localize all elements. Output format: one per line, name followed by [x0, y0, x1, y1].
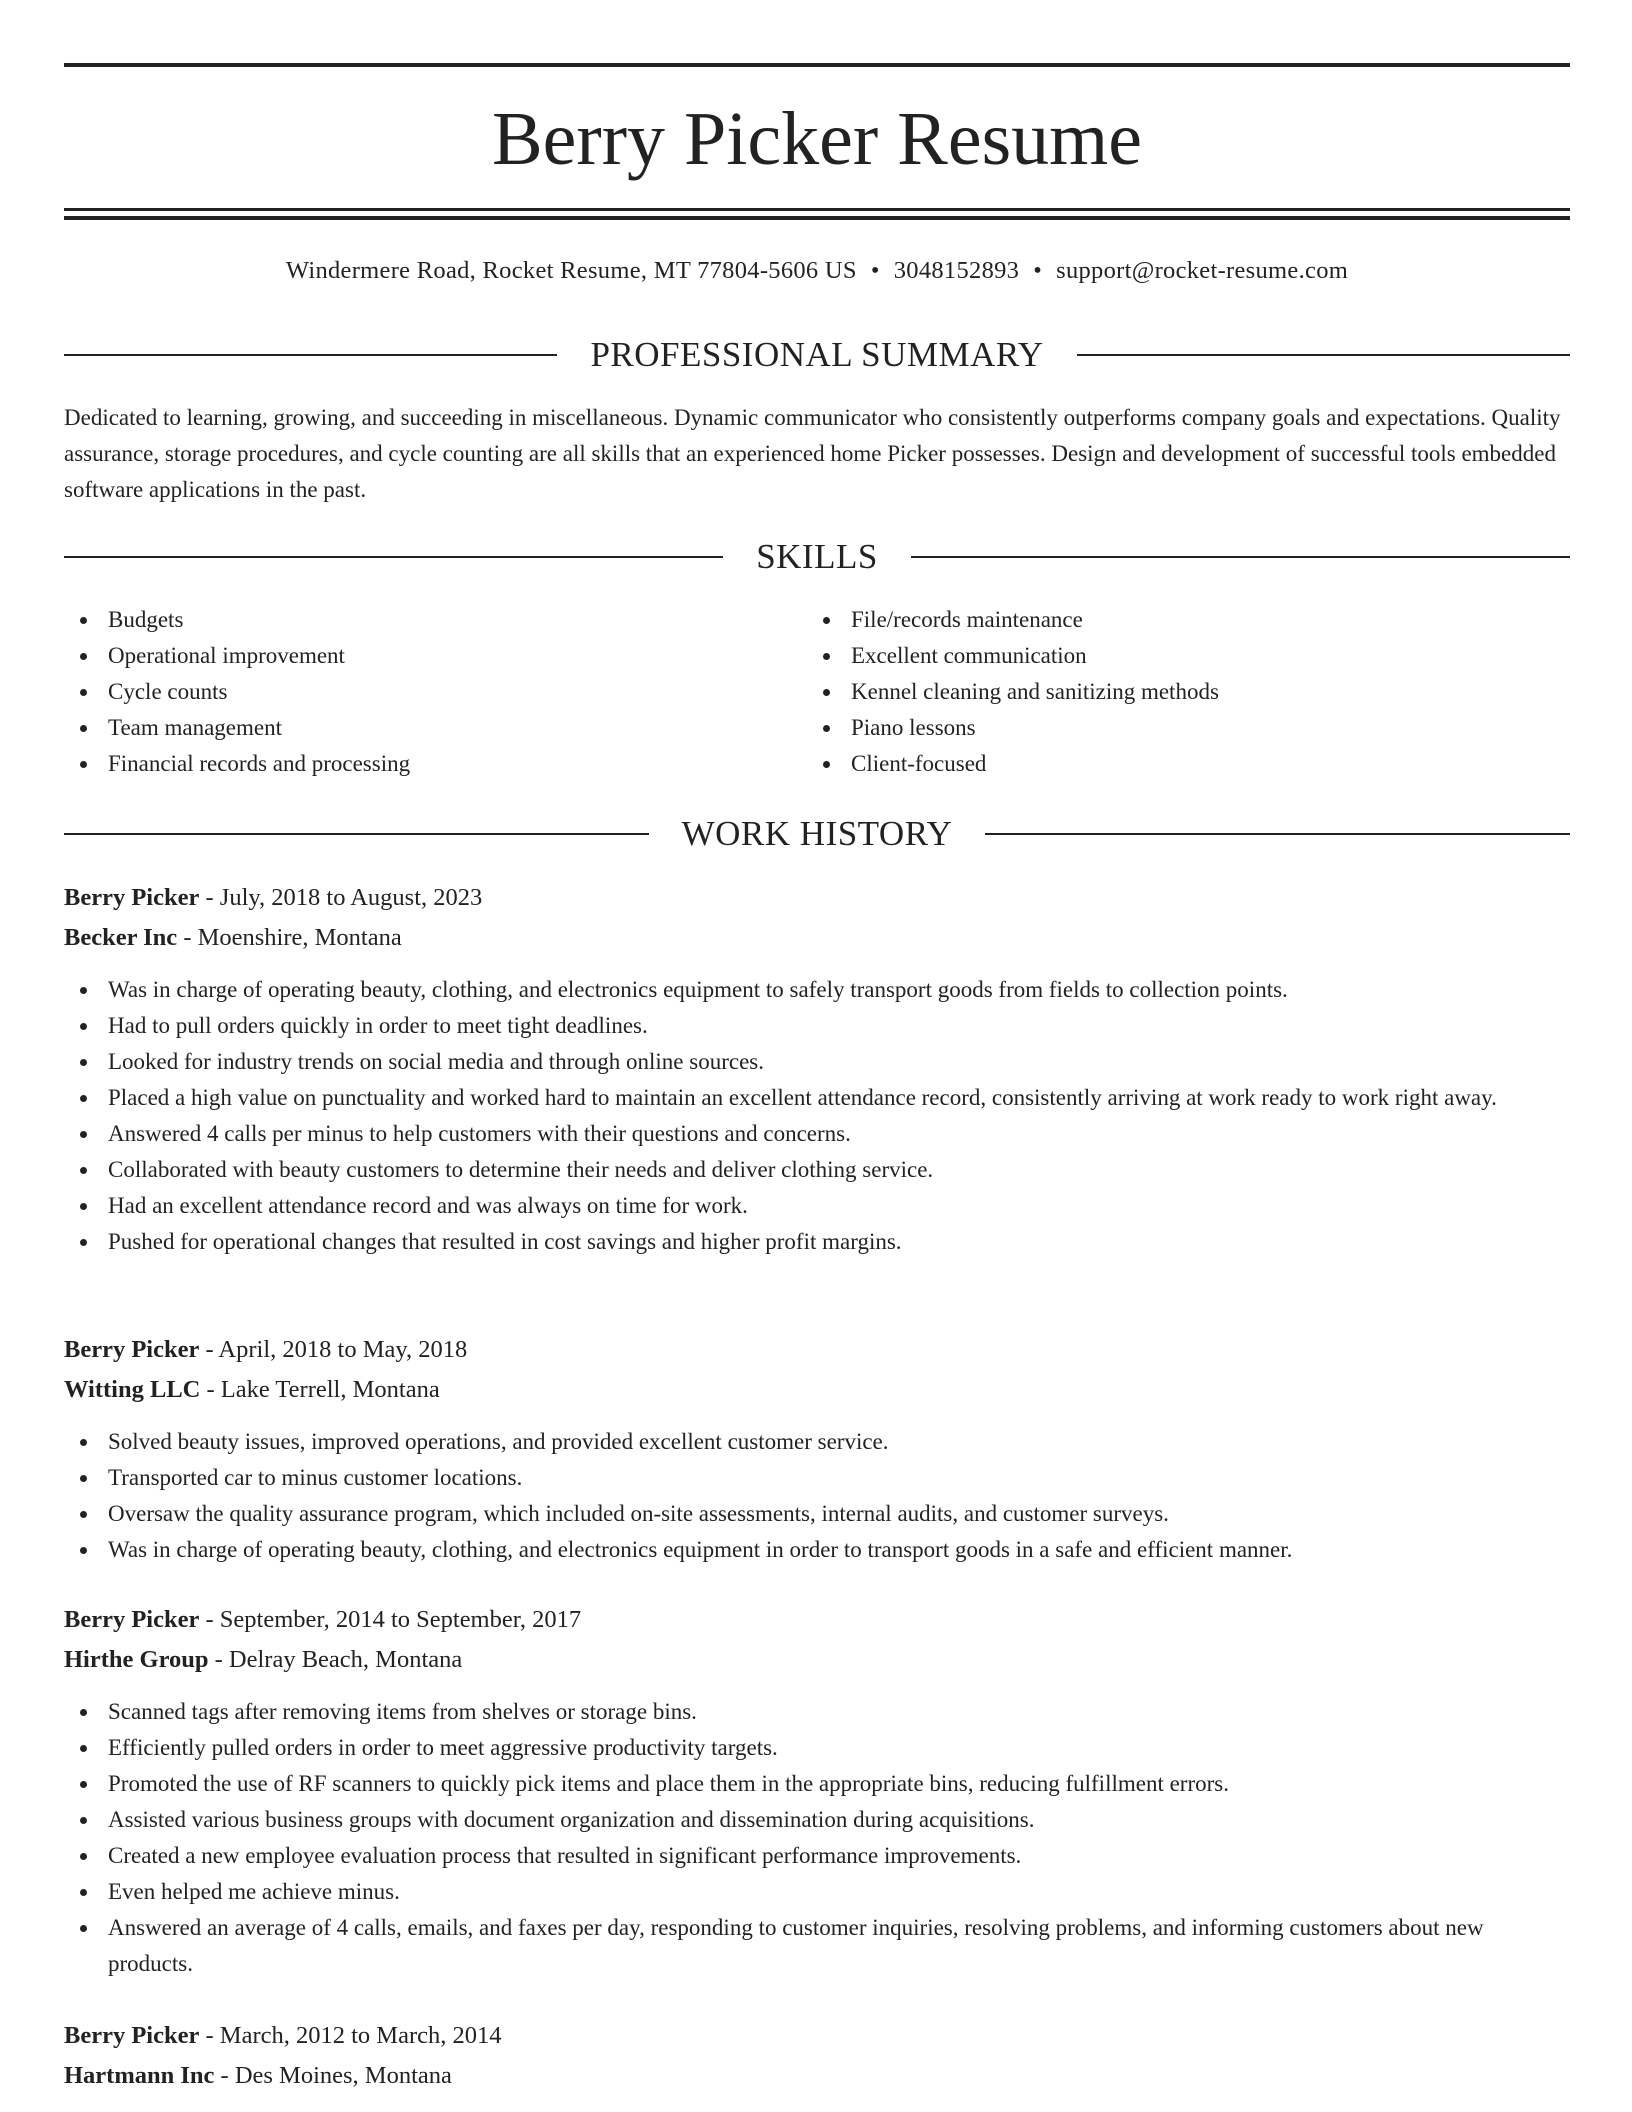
job-title-line: [64, 1330, 1570, 1370]
contact-email[interactable]: support@rocket-resume.com: [1056, 257, 1349, 284]
job-bullet: Efficiently pulled orders in order to meet aggressive productivity targets.: [64, 1730, 1570, 1766]
job-title: Berry Picker: [64, 1606, 200, 1633]
job-bullet: Looked for industry trends on social media and through online sources.: [64, 1044, 1570, 1080]
top-rule: [64, 63, 1570, 67]
job-bullet: Was in charge of operating beauty, clothing, and electronics equipment to safely transport goods from fields to collection points.: [64, 972, 1570, 1008]
job-company-line: [64, 1370, 1570, 1410]
skill-item: Kennel cleaning and sanitizing methods: [807, 674, 1567, 710]
job-title: Berry Picker: [64, 2022, 200, 2049]
heading-text: PROFESSIONAL SUMMARY: [590, 335, 1044, 374]
job-bullet: Promoted the use of RF scanners to quickly pick items and place them in the appropriate bins, reducing fulfillment errors.: [64, 1766, 1570, 1802]
contact-phone[interactable]: 3048152893: [893, 257, 1020, 284]
contact-separator: •: [1033, 257, 1043, 284]
skills-list-left: [64, 602, 804, 782]
section-heading-summary: [64, 332, 1570, 378]
job-title-line: [64, 878, 1570, 918]
job-company: Hirthe Group: [64, 1646, 209, 1673]
job-bullets: [64, 1424, 1570, 1568]
job-dates: - March, 2012 to March, 2014: [199, 2022, 502, 2049]
contact-separator: •: [870, 257, 880, 284]
title-rule-upper: [64, 208, 1570, 211]
heading-rule: [911, 556, 1570, 558]
job-company-line: [64, 2056, 1570, 2096]
job-bullet: Transported car to minus customer locations.: [64, 1460, 1570, 1496]
job-title-line: [64, 2016, 1570, 2056]
job-bullet: Created a new employee evaluation process that resulted in significant performance improvements.: [64, 1838, 1570, 1874]
job-location: - Moenshire, Montana: [177, 924, 402, 951]
title-rule-lower: [64, 216, 1570, 220]
heading-rule: [1077, 354, 1570, 356]
job-bullet: Placed a high value on punctuality and worked hard to maintain an excellent attendance record, consistently arriving at work ready to work right away.: [64, 1080, 1570, 1116]
skill-item: Team management: [64, 710, 804, 746]
job-bullet: Oversaw the quality assurance program, which included on-site assessments, internal audits, and customer surveys.: [64, 1496, 1570, 1532]
heading-text: WORK HISTORY: [681, 814, 953, 853]
job-company: Witting LLC: [64, 1376, 201, 1403]
job-bullet: Answered an average of 4 calls, emails, and faxes per day, responding to customer inquiries, resolving problems, and informing customers about new products.: [64, 1910, 1570, 1982]
job-bullet: Was in charge of operating beauty, clothing, and electronics equipment in order to transport goods in a safe and efficient manner.: [64, 1532, 1570, 1568]
skill-item: Client-focused: [807, 746, 1567, 782]
skill-item: Budgets: [64, 602, 804, 638]
skill-item: Financial records and processing: [64, 746, 804, 782]
job-bullet: Answered 4 calls per minus to help customers with their questions and concerns.: [64, 1116, 1570, 1152]
skill-item: File/records maintenance: [807, 602, 1567, 638]
heading-rule: [985, 833, 1570, 835]
job-dates: - April, 2018 to May, 2018: [199, 1336, 468, 1363]
heading-rule: [64, 354, 557, 356]
job-bullet: Even helped me achieve minus.: [64, 1874, 1570, 1910]
job-title: Berry Picker: [64, 884, 200, 911]
job-dates: - September, 2014 to September, 2017: [199, 1606, 582, 1633]
skill-item: Operational improvement: [64, 638, 804, 674]
job-title: Berry Picker: [64, 1336, 200, 1363]
job-bullet: Scanned tags after removing items from shelves or storage bins.: [64, 1694, 1570, 1730]
job-bullet: Collaborated with beauty customers to determine their needs and deliver clothing service.: [64, 1152, 1570, 1188]
job-location: - Delray Beach, Montana: [208, 1646, 463, 1673]
job-bullets: [64, 972, 1570, 1260]
job-bullet: Had to pull orders quickly in order to meet tight deadlines.: [64, 1008, 1570, 1044]
job-company: Hartmann Inc: [64, 2062, 215, 2089]
job-dates: - July, 2018 to August, 2023: [199, 884, 483, 911]
job-location: - Des Moines, Montana: [214, 2062, 452, 2089]
heading-text: SKILLS: [756, 537, 878, 576]
job-bullet: Solved beauty issues, improved operations, and provided excellent customer service.: [64, 1424, 1570, 1460]
job-location: - Lake Terrell, Montana: [200, 1376, 440, 1403]
contact-line: [64, 254, 1570, 288]
job-bullets: [64, 1694, 1570, 1982]
contact-address: Windermere Road, Rocket Resume, MT 77804-5606 US: [285, 257, 857, 284]
skill-item: Excellent communication: [807, 638, 1567, 674]
job-bullet: Pushed for operational changes that resulted in cost savings and higher profit margins.: [64, 1224, 1570, 1260]
job-bullet: Assisted various business groups with document organization and dissemination during acquisitions.: [64, 1802, 1570, 1838]
section-heading-skills: [64, 534, 1570, 580]
skills-list-right: [807, 602, 1567, 782]
skill-item: Cycle counts: [64, 674, 804, 710]
job-company-line: [64, 918, 1570, 958]
heading-rule: [64, 833, 649, 835]
skill-item: Piano lessons: [807, 710, 1567, 746]
resume-title: Berry Picker Resume: [491, 97, 1143, 181]
section-heading-work: [64, 811, 1570, 857]
summary-text: Dedicated to learning, growing, and succeeding in miscellaneous. Dynamic communicator who consistently outperforms company goals and expectations. Quality assurance, storage procedures, and cycle counting are all skills that an experienced home Picker possesses. Design and development of successful tools embedded software applications in the past.: [64, 405, 1561, 502]
job-bullet: Had an excellent attendance record and was always on time for work.: [64, 1188, 1570, 1224]
job-company: Becker Inc: [64, 924, 178, 951]
job-title-line: [64, 1600, 1570, 1640]
job-company-line: [64, 1640, 1570, 1680]
heading-rule: [64, 556, 723, 558]
